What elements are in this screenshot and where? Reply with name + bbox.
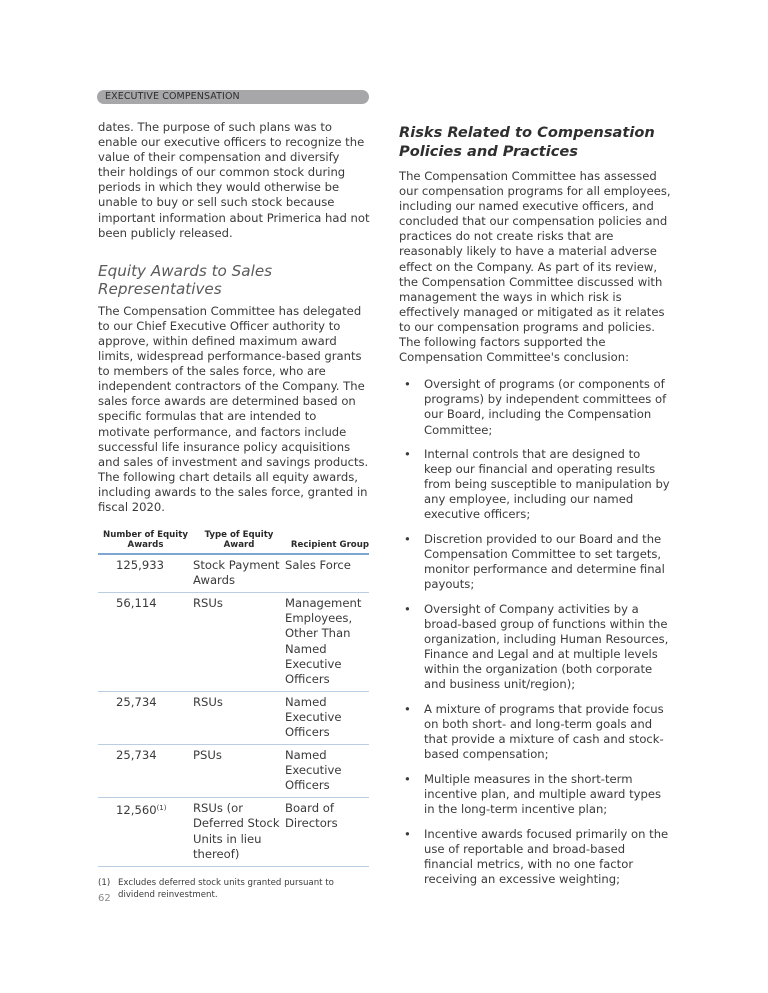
list-item: • Discretion provided to our Board and the Compensation Committee to set targets, monitor performance and determine final payouts; — [404, 532, 665, 592]
bullet-icon: • — [404, 377, 411, 392]
risks-heading: Risks Related to Compensation Policies and Practices — [399, 124, 655, 160]
table-row — [98, 798, 369, 866]
left-column — [98, 120, 370, 901]
header-type-of-award: Type of Equity Award — [193, 530, 285, 554]
table-row — [98, 593, 369, 692]
intro-paragraph: dates. The purpose of such plans was to enable our executive officers to recognize the value of their compensation and diversify their holdings of our common stock during periods in which they would otherwise be unable to buy or sell such stock because important information about Primerica had not been publicly released. — [98, 120, 370, 240]
table-header-row — [98, 530, 369, 554]
bullet-icon: • — [404, 532, 411, 547]
award-type: PSUs — [193, 745, 285, 798]
bullet-icon: • — [404, 826, 411, 841]
right-column — [399, 120, 671, 897]
award-number: 56,114 — [98, 593, 193, 692]
table-footnote — [98, 877, 370, 901]
list-item: • Internal controls that are designed to keep our financial and operating results from being susceptible to manipulation by any employee, including our named executive officers; — [404, 447, 670, 522]
award-type: RSUs — [193, 593, 285, 692]
list-item: • A mixture of programs that provide focus on both short- and long-term goals and that provide a mixture of cash and stock-based compensation; — [404, 702, 664, 762]
header-number-of-awards: Number of Equity Awards — [98, 530, 193, 554]
recipient-group: Named Executive Officers — [285, 691, 369, 744]
risks-paragraph: The Compensation Committee has assessed our compensation programs for all employees, including our named executive officers, and concluded that our compensation policies and practices do not create risks that are reasonably likely to have a material adverse effect on the Company. As part of its review, the Compensation Committee discussed with management the ways in which risk is effectively managed or mitigated as it relates to our compensation programs and policies. The following factors supported the Compensation Committee's conclusion: — [399, 169, 671, 365]
list-item: • Multiple measures in the short-term incentive plan, and multiple award types in the long-term incentive plan; — [404, 771, 662, 817]
header-recipient-group: Recipient Group — [285, 530, 369, 554]
section-header-bar: EXECUTIVE COMPENSATION — [97, 90, 369, 104]
table-row — [98, 554, 369, 593]
footnote-reference: (1) — [156, 804, 167, 813]
recipient-group: Board of Directors — [285, 798, 369, 866]
footnote-mark: (1) — [98, 877, 111, 888]
list-item: • Incentive awards focused primarily on the use of reportable and broad-based financial metrics, with no one factor receiving an excessive weighting; — [404, 826, 669, 886]
bullet-icon: • — [404, 702, 411, 716]
award-number: 125,933 — [98, 554, 193, 593]
award-number: 25,734 — [98, 745, 193, 798]
equity-awards-paragraph: The Compensation Committee has delegated to our Chief Executive Officer authority to approve, within defined maximum award limits, widespread performance-based grants to members of the sales force, who are independent contractors of the Company. The sales force awards are determined based on specific formulas that are intended to motivate performance, and factors include successful life insurance policy acquisitions and sales of investment and savings products. The following chart details all equity awards, including awards to the sales force, granted in fiscal 2020. — [98, 303, 369, 514]
table-row — [98, 745, 369, 798]
award-type: RSUs (or Deferred Stock Units in lieu thereof) — [193, 798, 285, 866]
recipient-group: Sales Force — [285, 554, 369, 593]
award-type: Stock Payment Awards — [193, 554, 285, 593]
bullet-icon: • — [404, 447, 411, 462]
recipient-group: Management Employees, Other Than Named Executive Officers — [285, 593, 369, 692]
table-row — [98, 691, 369, 744]
list-item: • Oversight of programs (or components of programs) by independent committees of our Board, including the Compensation Committee; — [404, 377, 667, 437]
footnote-text: Excludes deferred stock units granted pursuant to dividend reinvestment. — [118, 877, 334, 900]
risk-factors-list — [399, 377, 671, 887]
award-number: 25,734 — [98, 691, 193, 744]
equity-awards-table — [98, 530, 369, 867]
page-number: 62 — [98, 893, 111, 904]
equity-awards-heading: Equity Awards to Sales Representatives — [98, 261, 273, 298]
bullet-icon: • — [404, 601, 411, 616]
award-number: 12,560$^{(1)}$ — [98, 798, 193, 866]
list-item: • Oversight of Company activities by a broad-based group of functions within the organization, including Human Resources, Finance and Legal and at multiple levels within the organization (both corporate and business unit/region); — [404, 601, 669, 692]
recipient-group: Named Executive Officers — [285, 745, 369, 798]
bullet-icon: • — [404, 771, 411, 786]
award-type: RSUs — [193, 691, 285, 744]
